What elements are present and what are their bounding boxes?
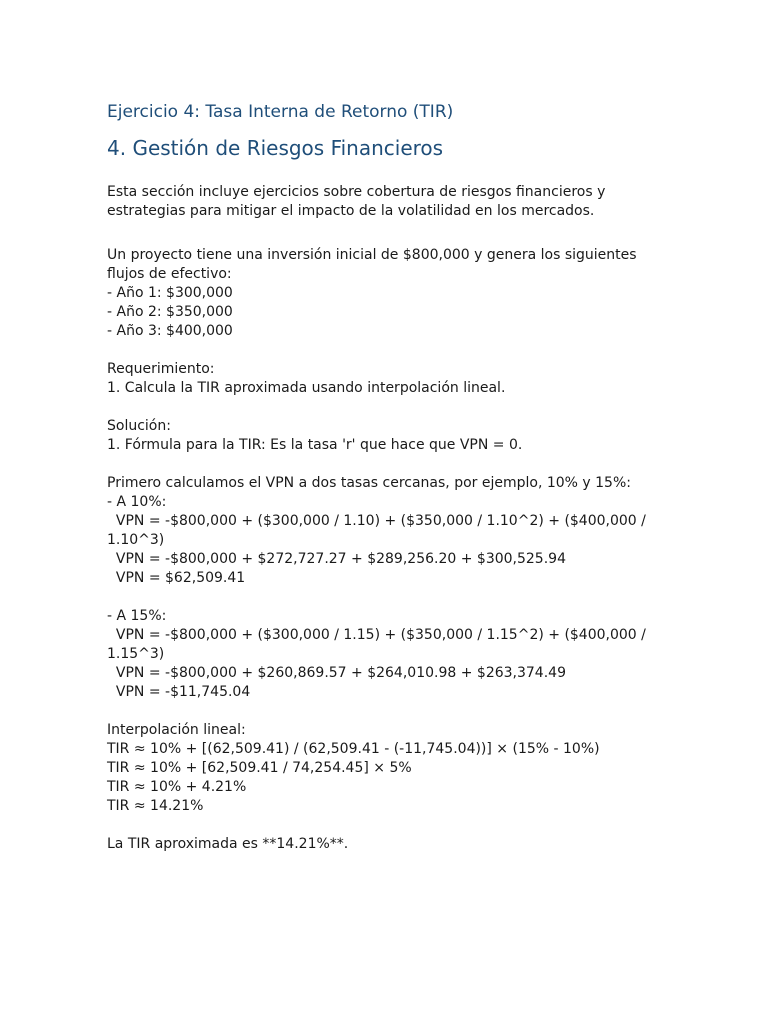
exercise-title: Ejercicio 4: Tasa Interna de Retorno (TIR) bbox=[107, 102, 454, 122]
exercise-problem-text: Un proyecto tiene una inversión inicial de $800,000 y genera los siguientes flujos de efectivo: - Año 1: $300,000 - Año 2: $350,000 - Año 3: $400,000 Requerimiento: 1. Calcula la TIR aproximada usando interpolación lineal. Solución: 1. Fórmula para la TIR: Es la tasa 'r' que hace que VPN = 0. Primero calculamos el VPN a dos tasas cercanas, por ejemplo, 10% y 15%: - A 10%: VPN = -$800,000 + ($300,000 / 1.10) + ($350,000 / 1.10^2) + ($400,000 / 1.10^3) VPN = -$800,000 + $272,727.27 + $289,256.20 + $300,525.94 VPN = $62,509.41 - A 15%: VPN = -$800,000 + ($300,000 / 1.15) + ($350,000 / 1.15^2) + ($400,000 / 1.15^3) VPN = -$800,000 + $260,869.57 + $264,010.98 + $263,374.49 VPN = -$11,745.04 Interpolación lineal: TIR ≈ 10% + [(62,509.41) / (62,509.41 - (-11,745.04))] × (15% - 10%) TIR ≈ 10% + [62,509.41 / 74,254.45] × 5% TIR ≈ 10% + 4.21% TIR ≈ 14.21% La TIR aproximada es **14.21%**. bbox=[107, 247, 646, 852]
document-content bbox=[107, 100, 667, 854]
section-intro-paragraph: Esta sección incluye ejercicios sobre cobertura de riesgos financieros y estrategias para mitigar el impacto de la volatilidad en los mercados. bbox=[107, 184, 610, 219]
section-title: 4. Gestión de Riesgos Financieros bbox=[107, 136, 444, 160]
